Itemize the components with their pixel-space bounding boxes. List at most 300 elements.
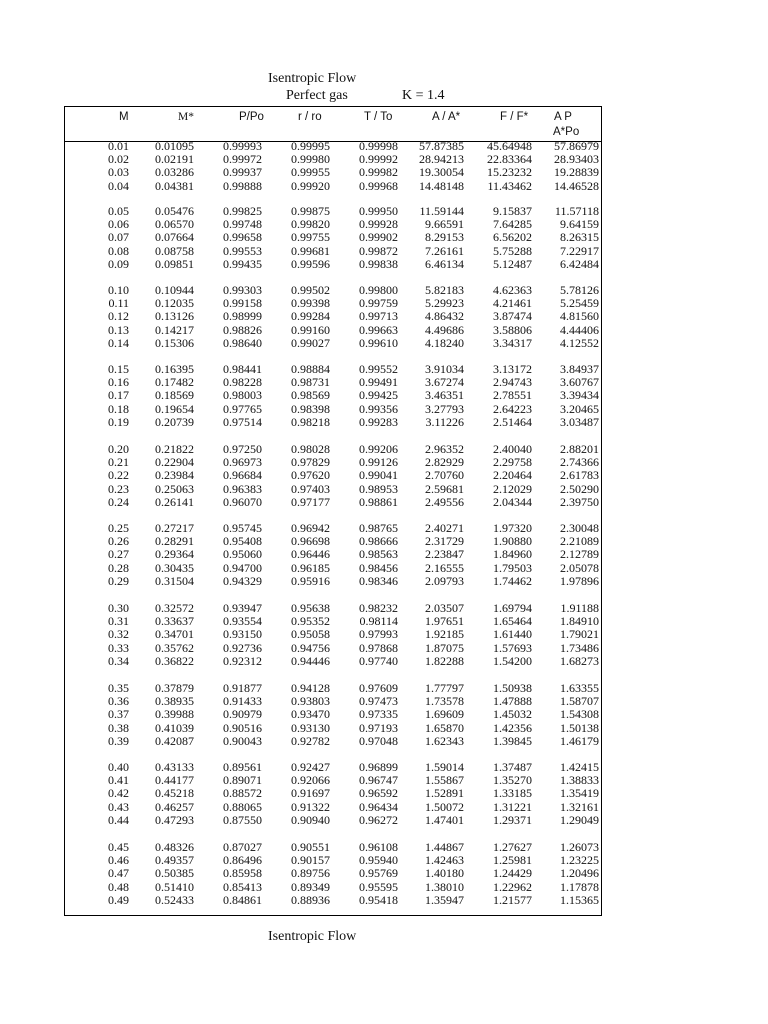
- cell-r-ro: 0.98731: [291, 375, 330, 390]
- cell-ap-astar-po: 1.42415: [560, 760, 599, 774]
- cell-m-star: 0.09851: [155, 256, 194, 271]
- cell-t-to: 0.98114: [359, 614, 398, 629]
- cell-m: 0.18: [108, 401, 129, 416]
- cell-a-astar: 11.59144: [419, 204, 464, 218]
- cell-f-fstar: 4.62363: [493, 283, 532, 297]
- cell-t-to: 0.97609: [359, 681, 398, 695]
- cell-a-astar: 14.48148: [419, 178, 464, 193]
- cell-m: 0.23: [108, 481, 129, 496]
- cell-m-star: 0.52433: [155, 892, 194, 907]
- cell-ap-astar-po: 2.21089: [560, 534, 599, 549]
- cell-p-po: 0.97514: [223, 414, 262, 429]
- cell-ap-astar-po: 1.17878: [560, 879, 599, 894]
- cell-m-star: 0.03286: [155, 165, 194, 180]
- cell-r-ro: 0.92782: [291, 733, 330, 748]
- cell-m: 0.17: [108, 388, 129, 403]
- cell-m: 0.28: [108, 560, 129, 575]
- cell-a-astar: 1.65870: [425, 720, 464, 735]
- cell-m: 0.24: [108, 494, 129, 509]
- cell-r-ro: 0.98398: [291, 401, 330, 416]
- cell-ap-astar-po: 1.79021: [560, 627, 599, 642]
- cell-p-po: 0.97765: [223, 401, 262, 416]
- cell-t-to: 0.95940: [359, 853, 398, 868]
- cell-f-fstar: 1.47888: [493, 694, 532, 709]
- cell-r-ro: 0.95352: [291, 614, 330, 629]
- cell-ap-astar-po: 1.35419: [560, 786, 599, 801]
- cell-r-ro: 0.98884: [291, 362, 330, 376]
- cell-ap-astar-po: 8.26315: [560, 230, 599, 245]
- cell-t-to: 0.99283: [359, 414, 398, 429]
- cell-m: 0.04: [108, 178, 129, 193]
- cell-t-to: 0.95418: [359, 892, 398, 907]
- cell-m-star: 0.08758: [155, 243, 194, 258]
- cell-m: 0.05: [108, 204, 129, 218]
- cell-f-fstar: 1.57693: [493, 640, 532, 655]
- cell-ap-astar-po: 7.22917: [560, 243, 599, 258]
- cell-ap-astar-po: 19.28839: [554, 165, 599, 180]
- cell-p-po: 0.96684: [223, 468, 262, 483]
- cell-p-po: 0.87027: [223, 840, 262, 854]
- cell-m-star: 0.33637: [155, 614, 194, 629]
- cell-p-po: 0.96383: [223, 481, 262, 496]
- cell-m: 0.27: [108, 547, 129, 562]
- cell-p-po: 0.95060: [223, 547, 262, 562]
- cell-a-astar: 1.92185: [425, 627, 464, 642]
- cell-m-star: 0.51410: [155, 879, 194, 894]
- cell-r-ro: 0.97177: [291, 494, 330, 509]
- col-header-a-astar: A / A*: [432, 111, 461, 123]
- cell-t-to: 0.99982: [359, 165, 398, 180]
- cell-f-fstar: 1.84960: [493, 547, 532, 562]
- cell-ap-astar-po: 3.20465: [560, 401, 599, 416]
- cell-m-star: 0.49357: [155, 853, 194, 868]
- cell-ap-astar-po: 1.91188: [560, 601, 599, 615]
- cell-r-ro: 0.96698: [291, 534, 330, 549]
- cell-m-star: 0.36822: [155, 653, 194, 668]
- cell-t-to: 0.99041: [359, 468, 398, 483]
- cell-r-ro: 0.90551: [291, 840, 330, 854]
- cell-a-astar: 7.26161: [425, 243, 464, 258]
- cell-m: 0.21: [108, 455, 129, 470]
- cell-p-po: 0.99658: [223, 230, 262, 245]
- cell-f-fstar: 1.69794: [493, 601, 532, 615]
- cell-a-astar: 4.18240: [425, 335, 464, 350]
- cell-p-po: 0.87550: [223, 812, 262, 827]
- cell-p-po: 0.86496: [223, 853, 262, 868]
- cell-p-po: 0.98441: [223, 362, 262, 376]
- cell-m-star: 0.23984: [155, 468, 194, 483]
- cell-a-astar: 2.49556: [425, 494, 464, 509]
- cell-m-star: 0.22904: [155, 455, 194, 470]
- cell-m: 0.44: [108, 812, 129, 827]
- cell-a-astar: 1.69609: [425, 707, 464, 722]
- cell-t-to: 0.99663: [359, 322, 398, 337]
- cell-a-astar: 3.91034: [425, 362, 464, 376]
- cell-m: 0.36: [108, 694, 129, 709]
- cell-t-to: 0.96747: [359, 773, 398, 788]
- cell-m: 0.32: [108, 627, 129, 642]
- cell-p-po: 0.99825: [223, 204, 262, 218]
- cell-p-po: 0.96070: [223, 494, 262, 509]
- cell-m-star: 0.12035: [155, 296, 194, 311]
- cell-ap-astar-po: 1.23225: [560, 853, 599, 868]
- cell-a-astar: 1.87075: [425, 640, 464, 655]
- cell-f-fstar: 4.21461: [493, 296, 532, 311]
- col-header-r-ro: r / ro: [298, 111, 322, 123]
- cell-f-fstar: 1.50938: [493, 681, 532, 695]
- cell-f-fstar: 1.61440: [493, 627, 532, 642]
- cell-f-fstar: 45.64948: [487, 139, 532, 153]
- cell-t-to: 0.99950: [359, 204, 398, 218]
- cell-r-ro: 0.99955: [291, 165, 330, 180]
- cell-f-fstar: 2.64223: [493, 401, 532, 416]
- cell-p-po: 0.98640: [223, 335, 262, 350]
- cell-a-astar: 2.70760: [425, 468, 464, 483]
- cell-r-ro: 0.89756: [291, 866, 330, 881]
- cell-a-astar: 3.67274: [425, 375, 464, 390]
- cell-r-ro: 0.95916: [291, 573, 330, 588]
- cell-m-star: 0.17482: [155, 375, 194, 390]
- cell-r-ro: 0.94446: [291, 653, 330, 668]
- cell-a-astar: 2.96352: [425, 442, 464, 456]
- cell-t-to: 0.96899: [359, 760, 398, 774]
- cell-m: 0.34: [108, 653, 129, 668]
- cell-t-to: 0.99759: [359, 296, 398, 311]
- cell-r-ro: 0.99820: [291, 217, 330, 232]
- cell-f-fstar: 1.79503: [493, 560, 532, 575]
- col-header-astar-po: A*Po: [553, 126, 580, 138]
- cell-ap-astar-po: 1.50138: [560, 720, 599, 735]
- cell-p-po: 0.91877: [223, 681, 262, 695]
- cell-m-star: 0.02191: [155, 152, 194, 167]
- page-subtitle: Perfect gas: [286, 88, 348, 103]
- cell-m-star: 0.47293: [155, 812, 194, 827]
- cell-a-astar: 19.30054: [419, 165, 464, 180]
- cell-p-po: 0.98999: [223, 309, 262, 324]
- cell-r-ro: 0.99596: [291, 256, 330, 271]
- cell-f-fstar: 1.29371: [493, 812, 532, 827]
- cell-ap-astar-po: 1.15365: [560, 892, 599, 907]
- cell-r-ro: 0.99502: [291, 283, 330, 297]
- cell-m: 0.19: [108, 414, 129, 429]
- cell-a-astar: 1.59014: [425, 760, 464, 774]
- cell-r-ro: 0.91322: [291, 799, 330, 814]
- cell-r-ro: 0.96185: [291, 560, 330, 575]
- cell-m: 0.14: [108, 335, 129, 350]
- cell-m: 0.37: [108, 707, 129, 722]
- cell-p-po: 0.93947: [223, 601, 262, 615]
- cell-r-ro: 0.95638: [291, 601, 330, 615]
- cell-f-fstar: 1.54200: [493, 653, 532, 668]
- cell-m: 0.13: [108, 322, 129, 337]
- cell-m-star: 0.39988: [155, 707, 194, 722]
- cell-t-to: 0.96592: [359, 786, 398, 801]
- cell-r-ro: 0.98218: [291, 414, 330, 429]
- cell-ap-astar-po: 3.39434: [560, 388, 599, 403]
- cell-m-star: 0.31504: [155, 573, 194, 588]
- cell-t-to: 0.99968: [359, 178, 398, 193]
- cell-f-fstar: 3.34317: [493, 335, 532, 350]
- cell-p-po: 0.99993: [223, 139, 262, 153]
- cell-a-astar: 4.86432: [425, 309, 464, 324]
- cell-p-po: 0.95745: [223, 521, 262, 535]
- cell-m: 0.03: [108, 165, 129, 180]
- cell-p-po: 0.88065: [223, 799, 262, 814]
- cell-t-to: 0.99928: [359, 217, 398, 232]
- cell-m: 0.46: [108, 853, 129, 868]
- cell-t-to: 0.98953: [359, 481, 398, 496]
- cell-r-ro: 0.98028: [291, 442, 330, 456]
- cell-p-po: 0.99937: [223, 165, 262, 180]
- cell-m-star: 0.13126: [155, 309, 194, 324]
- cell-r-ro: 0.98569: [291, 388, 330, 403]
- cell-t-to: 0.99838: [359, 256, 398, 271]
- cell-m-star: 0.30435: [155, 560, 194, 575]
- cell-t-to: 0.97335: [359, 707, 398, 722]
- cell-t-to: 0.97868: [359, 640, 398, 655]
- cell-t-to: 0.99552: [359, 362, 398, 376]
- cell-ap-astar-po: 1.84910: [560, 614, 599, 629]
- cell-p-po: 0.85958: [223, 866, 262, 881]
- cell-t-to: 0.97993: [359, 627, 398, 642]
- cell-m: 0.26: [108, 534, 129, 549]
- cell-r-ro: 0.93803: [291, 694, 330, 709]
- cell-r-ro: 0.99398: [291, 296, 330, 311]
- cell-t-to: 0.99872: [359, 243, 398, 258]
- cell-r-ro: 0.93130: [291, 720, 330, 735]
- cell-r-ro: 0.91697: [291, 786, 330, 801]
- cell-ap-astar-po: 1.54308: [560, 707, 599, 722]
- cell-f-fstar: 1.90880: [493, 534, 532, 549]
- cell-m: 0.09: [108, 256, 129, 271]
- cell-p-po: 0.99748: [223, 217, 262, 232]
- cell-a-astar: 2.31729: [425, 534, 464, 549]
- cell-m: 0.12: [108, 309, 129, 324]
- cell-a-astar: 57.87385: [419, 139, 464, 153]
- cell-f-fstar: 1.25981: [493, 853, 532, 868]
- cell-m-star: 0.18569: [155, 388, 194, 403]
- cell-p-po: 0.99303: [223, 283, 262, 297]
- cell-p-po: 0.96973: [223, 455, 262, 470]
- cell-m-star: 0.20739: [155, 414, 194, 429]
- cell-f-fstar: 2.04344: [493, 494, 532, 509]
- cell-r-ro: 0.96942: [291, 521, 330, 535]
- cell-m: 0.39: [108, 733, 129, 748]
- cell-t-to: 0.96108: [359, 840, 398, 854]
- cell-f-fstar: 1.39845: [493, 733, 532, 748]
- cell-ap-astar-po: 1.68273: [560, 653, 599, 668]
- cell-m-star: 0.04381: [155, 178, 194, 193]
- cell-p-po: 0.90979: [223, 707, 262, 722]
- cell-t-to: 0.95769: [359, 866, 398, 881]
- cell-m: 0.33: [108, 640, 129, 655]
- cell-f-fstar: 3.87474: [493, 309, 532, 324]
- cell-a-astar: 1.38010: [425, 879, 464, 894]
- cell-f-fstar: 2.51464: [493, 414, 532, 429]
- cell-f-fstar: 6.56202: [493, 230, 532, 245]
- cell-m-star: 0.32572: [155, 601, 194, 615]
- cell-f-fstar: 2.40040: [493, 442, 532, 456]
- cell-t-to: 0.97193: [359, 720, 398, 735]
- cell-t-to: 0.98346: [359, 573, 398, 588]
- cell-m-star: 0.29364: [155, 547, 194, 562]
- cell-ap-astar-po: 2.30048: [560, 521, 599, 535]
- cell-f-fstar: 1.22962: [493, 879, 532, 894]
- cell-p-po: 0.98003: [223, 388, 262, 403]
- cell-t-to: 0.95595: [359, 879, 398, 894]
- cell-f-fstar: 7.64285: [493, 217, 532, 232]
- cell-r-ro: 0.99681: [291, 243, 330, 258]
- col-header-mstar: M*: [178, 111, 194, 123]
- cell-ap-astar-po: 57.86979: [554, 139, 599, 153]
- cell-a-astar: 1.42463: [425, 853, 464, 868]
- cell-t-to: 0.97048: [359, 733, 398, 748]
- cell-ap-astar-po: 2.88201: [560, 442, 599, 456]
- cell-m-star: 0.26141: [155, 494, 194, 509]
- cell-p-po: 0.95408: [223, 534, 262, 549]
- cell-m-star: 0.44177: [155, 773, 194, 788]
- cell-ap-astar-po: 28.93403: [554, 152, 599, 167]
- cell-r-ro: 0.99980: [291, 152, 330, 167]
- cell-f-fstar: 5.12487: [493, 256, 532, 271]
- cell-m-star: 0.21822: [155, 442, 194, 456]
- cell-r-ro: 0.88936: [291, 892, 330, 907]
- cell-m: 0.06: [108, 217, 129, 232]
- cell-r-ro: 0.90157: [291, 853, 330, 868]
- cell-ap-astar-po: 2.39750: [560, 494, 599, 509]
- cell-r-ro: 0.99284: [291, 309, 330, 324]
- cell-f-fstar: 2.12029: [493, 481, 532, 496]
- cell-p-po: 0.94329: [223, 573, 262, 588]
- cell-p-po: 0.97250: [223, 442, 262, 456]
- cell-r-ro: 0.99160: [291, 322, 330, 337]
- col-header-p-po: P/Po: [239, 111, 264, 123]
- cell-ap-astar-po: 11.57118: [554, 204, 599, 218]
- cell-a-astar: 9.66591: [425, 217, 464, 232]
- cell-t-to: 0.97473: [359, 694, 398, 709]
- cell-a-astar: 2.03507: [425, 601, 464, 615]
- cell-p-po: 0.89071: [223, 773, 262, 788]
- cell-m-star: 0.25063: [155, 481, 194, 496]
- cell-r-ro: 0.99920: [291, 178, 330, 193]
- cell-r-ro: 0.89349: [291, 879, 330, 894]
- cell-r-ro: 0.97403: [291, 481, 330, 496]
- cell-m: 0.40: [108, 760, 129, 774]
- cell-m: 0.29: [108, 573, 129, 588]
- cell-a-astar: 1.55867: [425, 773, 464, 788]
- cell-m-star: 0.10944: [155, 283, 194, 297]
- cell-t-to: 0.99491: [359, 375, 398, 390]
- cell-a-astar: 2.16555: [425, 560, 464, 575]
- cell-m: 0.01: [108, 139, 129, 153]
- cell-ap-astar-po: 4.44406: [560, 322, 599, 337]
- cell-f-fstar: 9.15837: [493, 204, 532, 218]
- cell-m-star: 0.43133: [155, 760, 194, 774]
- cell-m: 0.25: [108, 521, 129, 535]
- cell-m: 0.42: [108, 786, 129, 801]
- cell-t-to: 0.99800: [359, 283, 398, 297]
- cell-m: 0.47: [108, 866, 129, 881]
- cell-ap-astar-po: 1.63355: [560, 681, 599, 695]
- cell-f-fstar: 3.58806: [493, 322, 532, 337]
- cell-ap-astar-po: 1.38833: [560, 773, 599, 788]
- cell-f-fstar: 1.37487: [493, 760, 532, 774]
- cell-a-astar: 5.82183: [425, 283, 464, 297]
- cell-f-fstar: 1.97320: [493, 521, 532, 535]
- cell-m-star: 0.34701: [155, 627, 194, 642]
- cell-r-ro: 0.99995: [291, 139, 330, 153]
- cell-t-to: 0.98563: [359, 547, 398, 562]
- cell-t-to: 0.98861: [359, 494, 398, 509]
- cell-m-star: 0.28291: [155, 534, 194, 549]
- cell-a-astar: 1.52891: [425, 786, 464, 801]
- cell-f-fstar: 22.83364: [487, 152, 532, 167]
- cell-t-to: 0.99610: [359, 335, 398, 350]
- cell-m-star: 0.35762: [155, 640, 194, 655]
- cell-ap-astar-po: 1.26073: [560, 840, 599, 854]
- cell-f-fstar: 1.21577: [493, 892, 532, 907]
- cell-ap-astar-po: 1.58707: [560, 694, 599, 709]
- cell-a-astar: 1.35947: [425, 892, 464, 907]
- cell-m-star: 0.42087: [155, 733, 194, 748]
- cell-t-to: 0.99902: [359, 230, 398, 245]
- cell-f-fstar: 2.29758: [493, 455, 532, 470]
- cell-m-star: 0.48326: [155, 840, 194, 854]
- cell-t-to: 0.99998: [359, 139, 398, 153]
- cell-p-po: 0.98228: [223, 375, 262, 390]
- cell-ap-astar-po: 2.74366: [560, 455, 599, 470]
- cell-m: 0.20: [108, 442, 129, 456]
- cell-f-fstar: 1.24429: [493, 866, 532, 881]
- cell-a-astar: 3.11226: [425, 414, 464, 429]
- cell-ap-astar-po: 5.78126: [560, 283, 599, 297]
- cell-ap-astar-po: 2.05078: [560, 560, 599, 575]
- cell-r-ro: 0.97829: [291, 455, 330, 470]
- cell-m: 0.45: [108, 840, 129, 854]
- cell-t-to: 0.96434: [359, 799, 398, 814]
- col-header-ap: A P: [554, 111, 572, 123]
- cell-t-to: 0.99356: [359, 401, 398, 416]
- cell-p-po: 0.98826: [223, 322, 262, 337]
- col-header-f-fstar: F / F*: [500, 111, 529, 123]
- cell-ap-astar-po: 6.42484: [560, 256, 599, 271]
- cell-m-star: 0.14217: [155, 322, 194, 337]
- cell-f-fstar: 1.31221: [493, 799, 532, 814]
- cell-ap-astar-po: 2.61783: [560, 468, 599, 483]
- cell-m-star: 0.16395: [155, 362, 194, 376]
- cell-r-ro: 0.99027: [291, 335, 330, 350]
- cell-t-to: 0.97740: [359, 653, 398, 668]
- cell-p-po: 0.99553: [223, 243, 262, 258]
- cell-a-astar: 2.09793: [425, 573, 464, 588]
- cell-a-astar: 2.82929: [425, 455, 464, 470]
- cell-ap-astar-po: 4.12552: [560, 335, 599, 350]
- cell-m: 0.48: [108, 879, 129, 894]
- cell-m-star: 0.19654: [155, 401, 194, 416]
- cell-m-star: 0.45218: [155, 786, 194, 801]
- cell-t-to: 0.99992: [359, 152, 398, 167]
- cell-a-astar: 5.29923: [425, 296, 464, 311]
- cell-ap-astar-po: 1.46179: [560, 733, 599, 748]
- cell-p-po: 0.88572: [223, 786, 262, 801]
- cell-a-astar: 2.40271: [425, 521, 464, 535]
- cell-m: 0.35: [108, 681, 129, 695]
- cell-f-fstar: 1.45032: [493, 707, 532, 722]
- cell-ap-astar-po: 1.32161: [560, 799, 599, 814]
- cell-r-ro: 0.92066: [291, 773, 330, 788]
- cell-a-astar: 1.50072: [425, 799, 464, 814]
- cell-t-to: 0.98765: [359, 521, 398, 535]
